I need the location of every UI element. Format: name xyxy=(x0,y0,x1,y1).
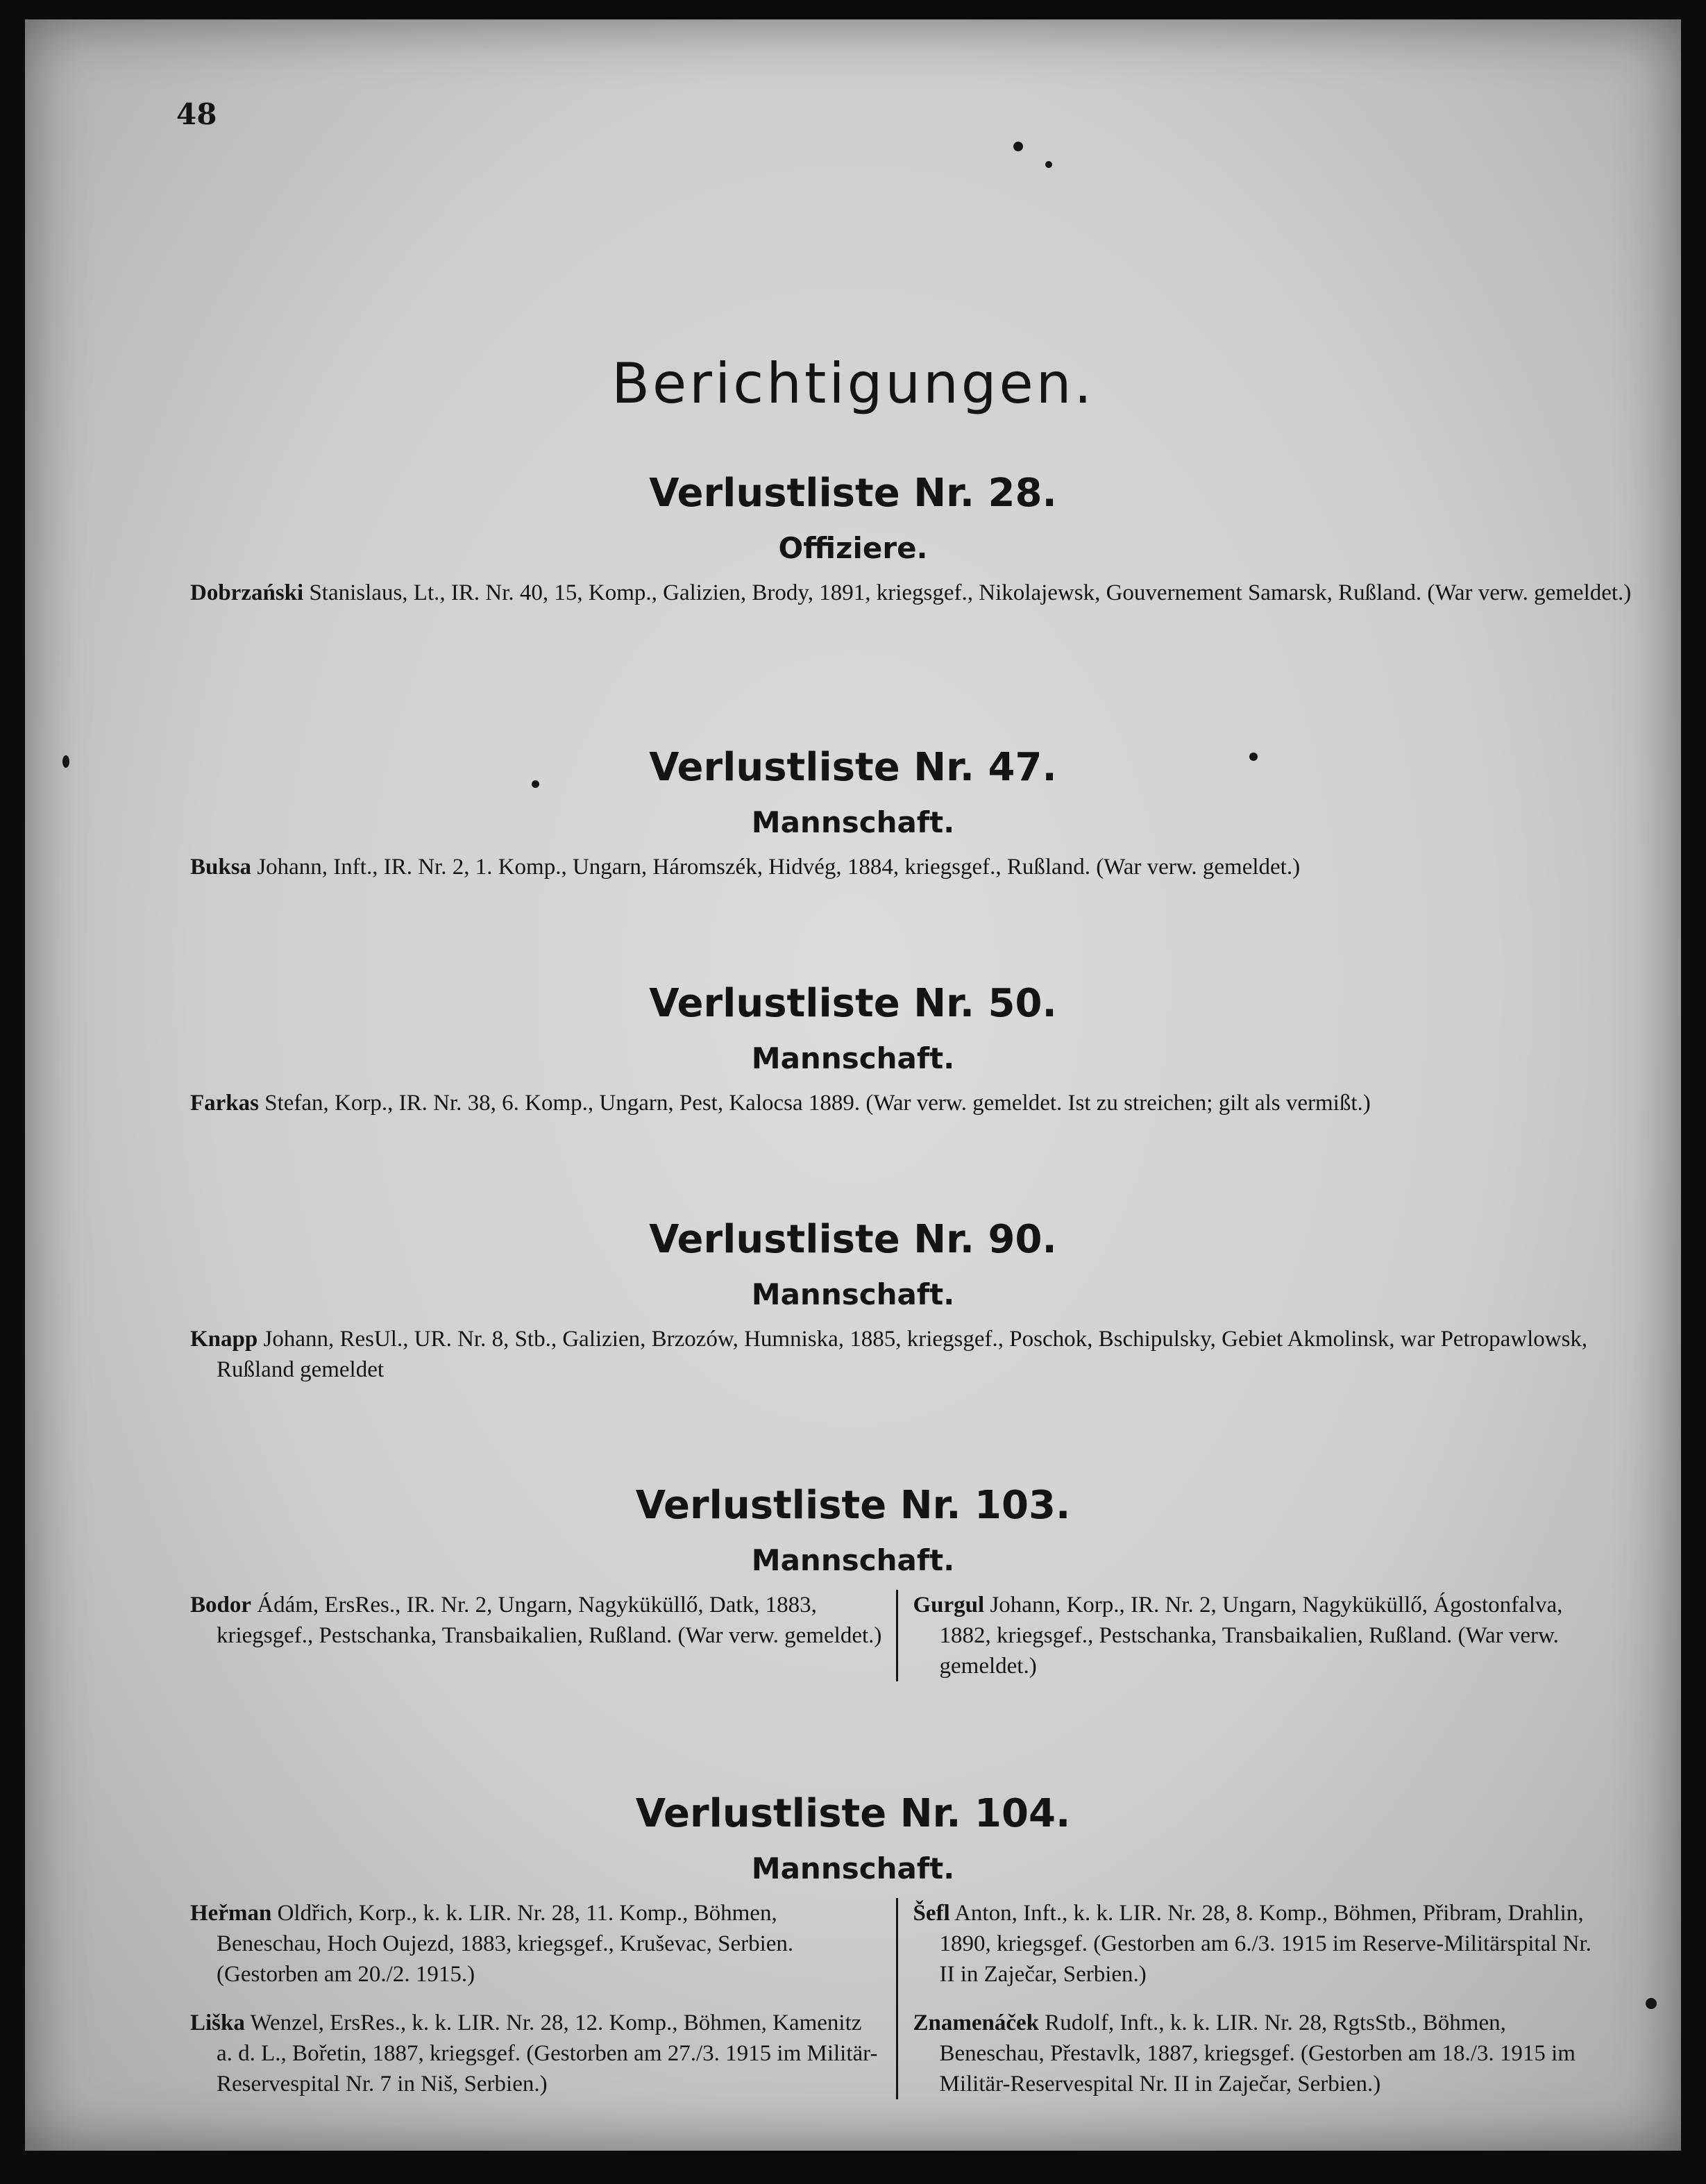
section-heading: Verlustliste Nr. 90. xyxy=(649,1217,1057,1262)
section-verlustliste-47 xyxy=(25,745,1681,882)
list-entry xyxy=(190,1898,884,1990)
scan-speck xyxy=(1013,142,1023,151)
list-entry xyxy=(913,1898,1607,1990)
list-entry xyxy=(913,2008,1607,2099)
list-entry xyxy=(190,578,1632,608)
entry-name: Dobrzański xyxy=(190,580,304,605)
entry-name: Bodor xyxy=(190,1593,252,1618)
entry-text: Rudolf, Inft., k. k. LIR. Nr. 28, RgtsStb., Böhmen, Beneschau, Přestavlk, 1887, kriegsgef. (Gestorben am 18./3. 1915 im Militär-Reservespital Nr. II in Zaječar, Serbien.) xyxy=(939,2010,1576,2097)
list-entry xyxy=(190,852,1632,882)
entry-name: Šefl xyxy=(913,1901,950,1926)
left-column xyxy=(190,1590,898,1681)
section-verlustliste-103 xyxy=(25,1483,1681,1681)
entry-name: Gurgul xyxy=(913,1593,985,1618)
section-subheading: Mannschaft. xyxy=(751,1543,955,1577)
section-verlustliste-104 xyxy=(25,1791,1681,2099)
scanned-page xyxy=(25,19,1681,2151)
section-subheading: Mannschaft. xyxy=(751,1277,955,1311)
two-column-entries xyxy=(190,1898,1606,2099)
entry-name: Farkas xyxy=(190,1091,259,1116)
list-entry xyxy=(190,1088,1632,1118)
section-heading: Verlustliste Nr. 104. xyxy=(635,1791,1071,1836)
section-subheading: Offiziere. xyxy=(778,531,928,565)
scan-speck xyxy=(62,755,69,768)
entry-text: Stanislaus, Lt., IR. Nr. 40, 15, Komp., Galizien, Brody, 1891, kriegsgef., Nikolajewsk, Gouvernement Samarsk, Rußland. (War verw. gemeldet.) xyxy=(303,580,1632,605)
page-number: 48 xyxy=(176,97,217,131)
entry-text: Johann, ResUl., UR. Nr. 8, Stb., Galizien, Brzozów, Humniska, 1885, kriegsgef., Poschok, Bschipulsky, Gebiet Akmolinsk, war Petropawlowsk, Rußland gemeldet xyxy=(217,1327,1588,1382)
section-subheading: Mannschaft. xyxy=(751,1041,955,1075)
entry-text: Oldřich, Korp., k. k. LIR. Nr. 28, 11. Komp., Böhmen, Beneschau, Hoch Oujezd, 1883, kriegsgef., Kruševac, Serbien. (Gestorben am 20./2. 1915.) xyxy=(217,1901,794,1987)
list-entry xyxy=(190,2008,884,2099)
list-entry xyxy=(913,1590,1607,1681)
section-heading: Verlustliste Nr. 103. xyxy=(635,1483,1071,1528)
entry-text: Johann, Inft., IR. Nr. 2, 1. Komp., Ungarn, Háromszék, Hidvég, 1884, kriegsgef., Rußland. (War verw. gemeldet.) xyxy=(251,855,1301,880)
list-entry xyxy=(190,1324,1632,1385)
entry-name: Knapp xyxy=(190,1327,258,1352)
entry-text: Anton, Inft., k. k. LIR. Nr. 28, 8. Komp., Böhmen, Přibram, Drahlin, 1890, kriegsgef. (Gestorben am 6./3. 1915 im Reserve-Militärspital Nr. II in Zaječar, Serbien.) xyxy=(939,1901,1591,1987)
section-heading: Verlustliste Nr. 50. xyxy=(649,981,1057,1026)
scan-speck xyxy=(1045,161,1052,168)
section-verlustliste-28 xyxy=(25,471,1681,608)
section-heading: Verlustliste Nr. 28. xyxy=(649,471,1057,516)
entry-name: Buksa xyxy=(190,855,252,880)
entry-text: Ádám, ErsRes., IR. Nr. 2, Ungarn, Nagyküküllő, Datk, 1883, kriegsgef., Pestschanka, Transbaikalien, Rußland. (War verw. gemeldet.) xyxy=(217,1593,882,1648)
right-column xyxy=(898,1898,1607,2099)
section-heading: Verlustliste Nr. 47. xyxy=(649,745,1057,790)
section-subheading: Mannschaft. xyxy=(751,1851,955,1885)
two-column-entries xyxy=(190,1590,1606,1681)
entry-name: Heřman xyxy=(190,1901,272,1926)
entry-text: Johann, Korp., IR. Nr. 2, Ungarn, Nagyküküllő, Ágostonfalva, 1882, kriegsgef., Pestschanka, Transbaikalien, Rußland. (War verw. gemeldet.) xyxy=(939,1593,1563,1679)
section-subheading: Mannschaft. xyxy=(751,805,955,839)
right-column xyxy=(898,1590,1607,1681)
left-column xyxy=(190,1898,898,2099)
entry-text: Wenzel, ErsRes., k. k. LIR. Nr. 28, 12. Komp., Böhmen, Kamenitz a. d. L., Bořetin, 1887, kriegsgef. (Gestorben am 27./3. 1915 im Militär-Reservespital Nr. 7 in Niš, Serbien.) xyxy=(217,2010,878,2097)
list-entry xyxy=(190,1590,884,1651)
entry-name: Liška xyxy=(190,2010,245,2035)
entry-name: Znamenáček xyxy=(913,2010,1039,2035)
section-verlustliste-50 xyxy=(25,981,1681,1118)
scan-speck xyxy=(1249,753,1258,761)
scan-speck xyxy=(532,780,539,788)
section-verlustliste-90 xyxy=(25,1217,1681,1385)
scan-speck xyxy=(1646,1998,1657,2009)
entry-text: Stefan, Korp., IR. Nr. 38, 6. Komp., Ungarn, Pest, Kalocsa 1889. (War verw. gemeldet. Ist zu streichen; gilt als vermißt.) xyxy=(259,1091,1371,1116)
page-title: Berichtigungen. xyxy=(611,351,1095,416)
